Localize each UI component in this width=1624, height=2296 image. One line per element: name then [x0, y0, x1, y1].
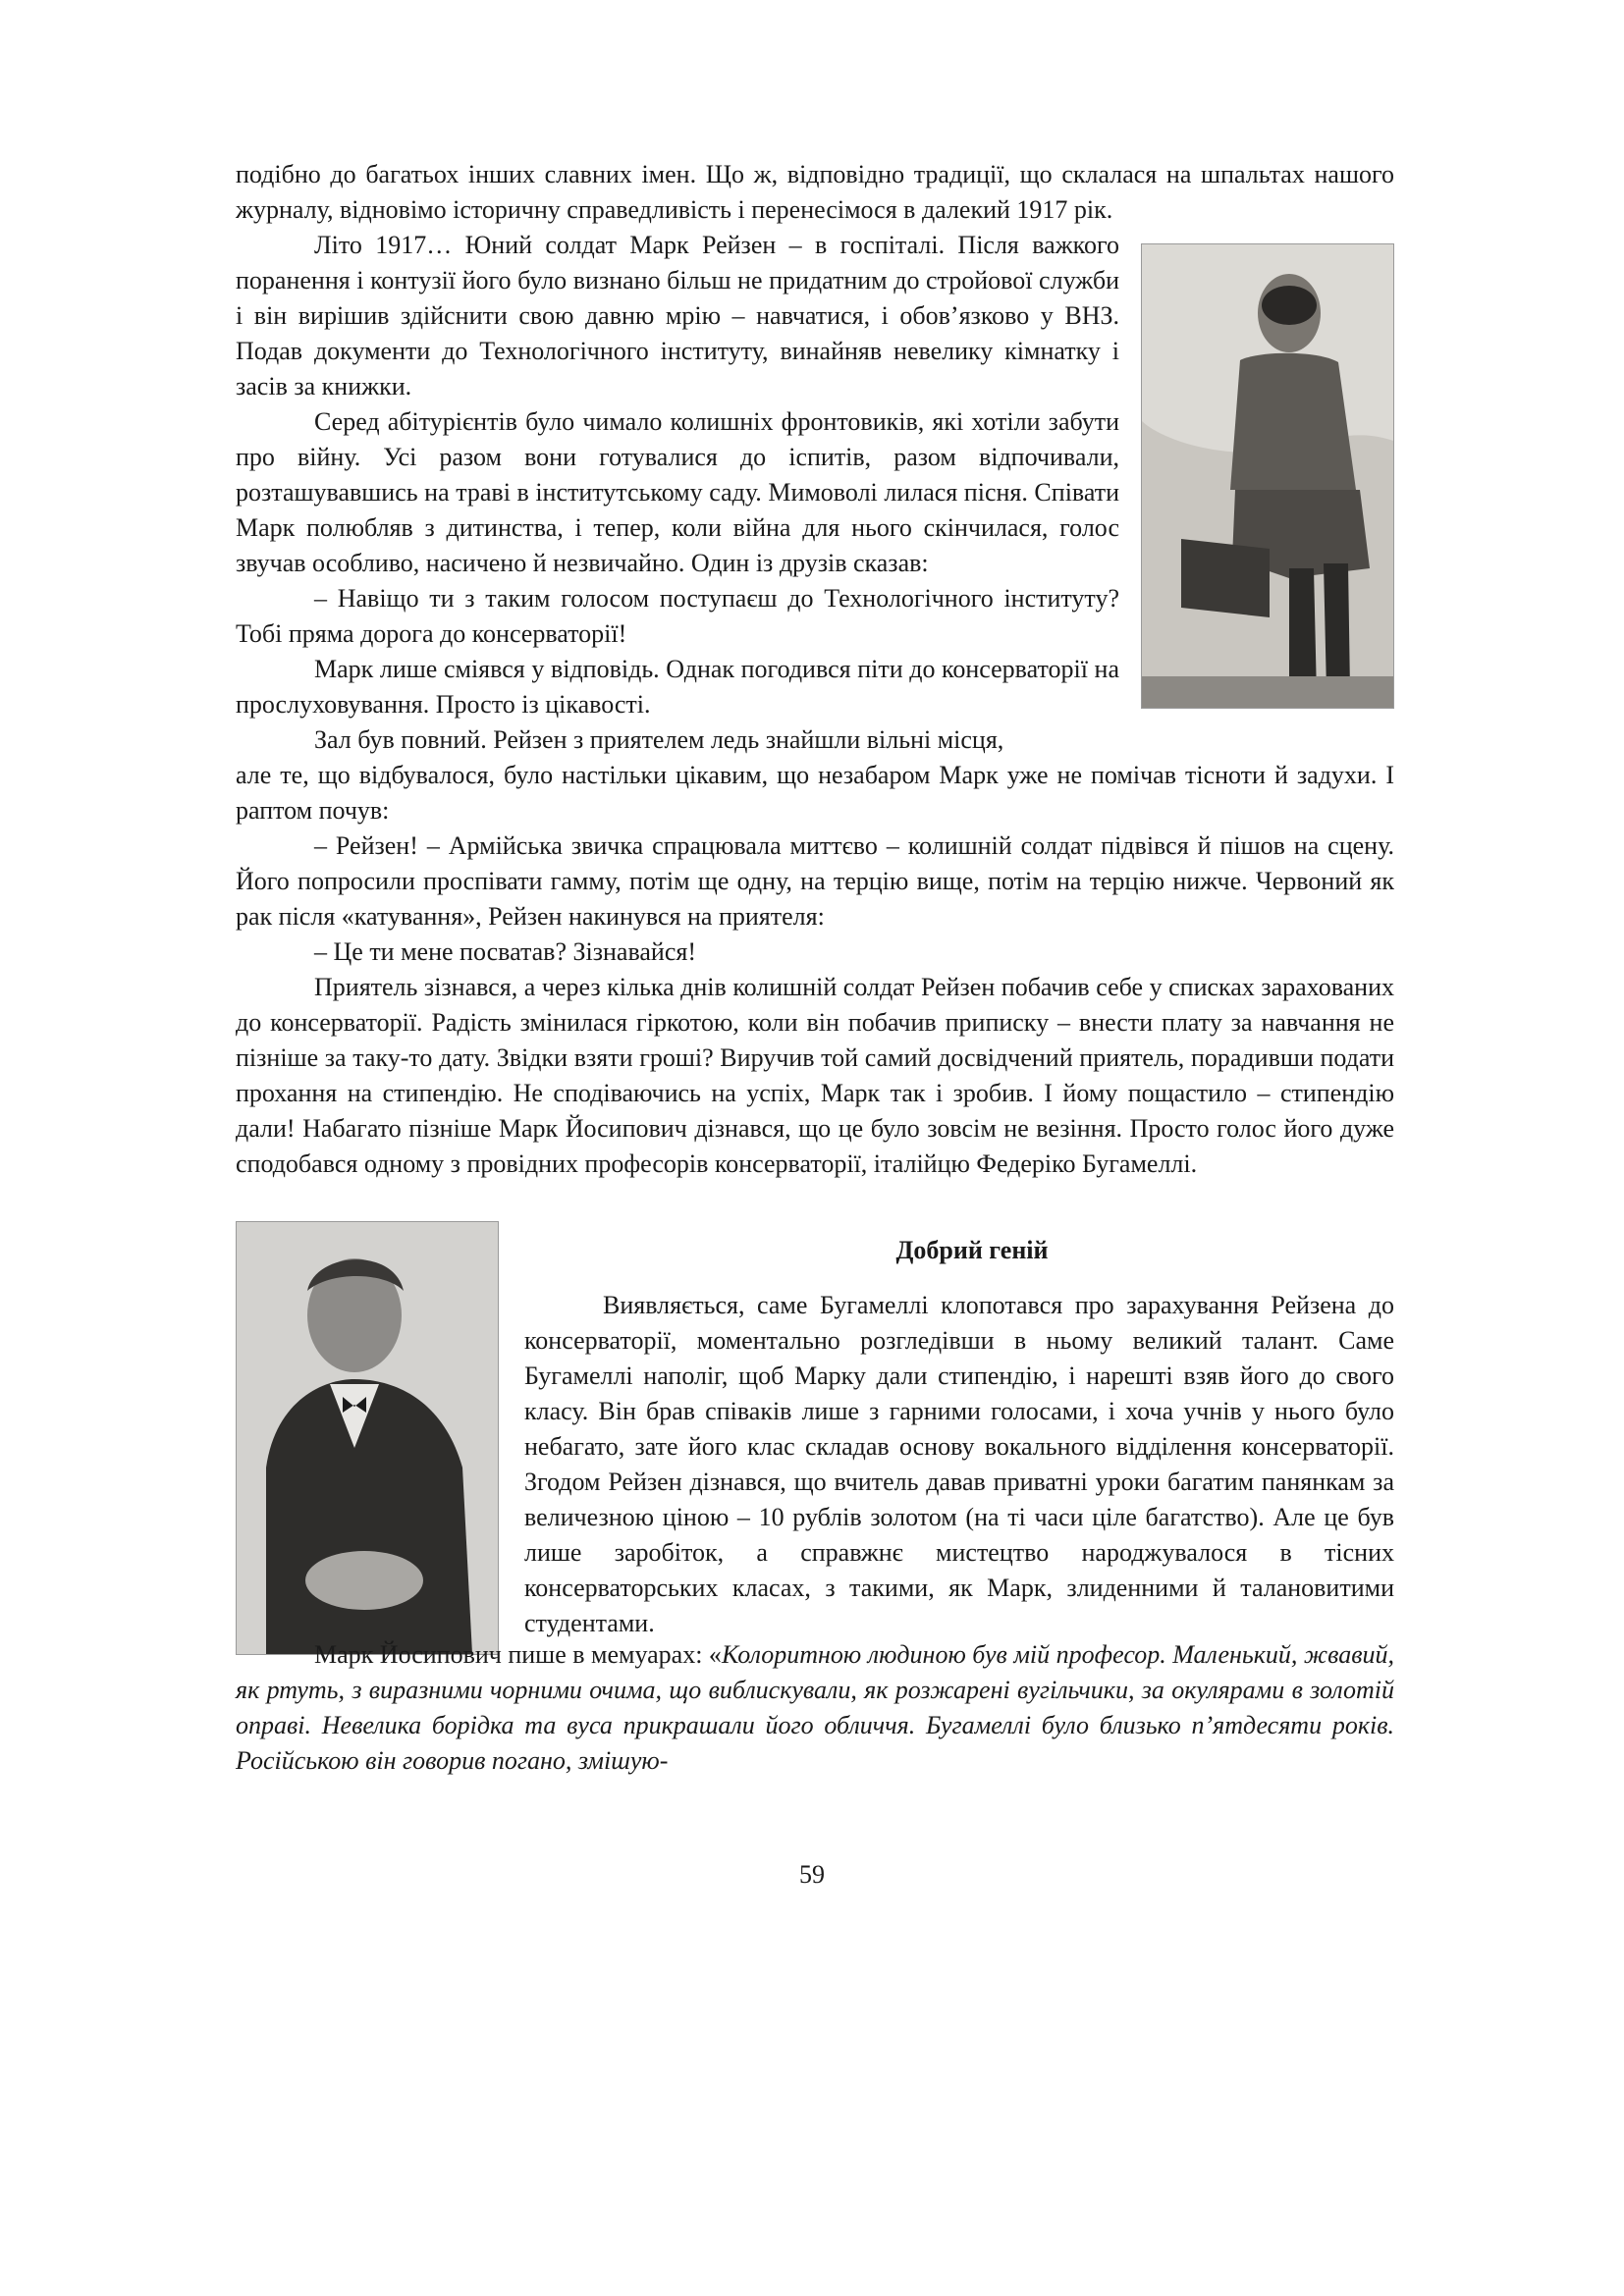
paragraph: Марк лише сміявся у відповідь. Однак погодився піти до консерваторії на прослуховування. Просто із цікавості. [236, 655, 1119, 719]
text-block-beside-soldier-photo [236, 228, 1119, 758]
paragraph: Виявляється, саме Бугамеллі клопотався про зарахування Рейзена до консерваторії, моментально розгледівши в ньому великий талант. Саме Бугамеллі наполіг, щоб Марку дали стипендію, і нарешті взяв його до свого класу. Він брав співаків лише з гарними голосами, і хоча учнів у нього було небагато, зате його клас складав основу вокального відділення консерваторії. Згодом Рейзен дізнався, що вчитель давав приватні уроки багатим панянкам за величезною ціною – 10 рублів золотом (на ті часи ціле багатство). Але це був лише заробіток, а справжнє мистецтво народжувалося в тісних консерваторських класах, з такими, як Марк, злиденними й талановитими студентами. [524, 1291, 1394, 1637]
paragraph: Приятель зізнався, а через кілька днів колишній солдат Рейзен побачив себе у списках зарахованих до консерваторії. Радість змінилася гіркотою, коли він побачив приписку – внести плату за навчання не пізніше за таку-то дату. Звідки взяти гроші? Виручив той самий досвідчений приятель, порадивши подати прохання на стипендію. Не сподіваючись на успіх, Марк так і зробив. І йому пощастило – стипендію дали! Набагато пізніше Марк Йосипович дізнався, що це було зовсім не везіння. Просто голос його дуже сподобався одному з провідних професорів консерваторії, італійцю Федеріко Бугамеллі. [236, 973, 1394, 1178]
paragraph: Літо 1917… Юний солдат Марк Рейзен – в госпіталі. Після важкого поранення і контузії його було визнано більш не придатним до стройової служби і він вирішив здійснити свою давню мрію – навчатися, і обов’язково у ВНЗ. Подав документи до Технологічного інституту, винайняв невелику кімнатку і засів за книжки. [236, 231, 1119, 400]
paragraph: – Це ти мене посватав? Зізнавайся! [314, 937, 696, 966]
memoir-quote: Колоритною людиною був мій професор. Маленький, жвавий, як ртуть, з виразними чорними очима, що виблискували, як розжарені вугільчики, за окулярами в золотій оправі. Невелика борідка та вуса прикрашали його обличчя. Бугамеллі було близько п’ятдесяти років. Російською він говорив погано, змішую- [236, 1640, 1394, 1775]
paragraph: – Рейзен! – Армійська звичка спрацювала миттєво – колишній солдат підвівся й пішов на сцену. Його попросили проспівати гамму, потім ще одну, на терцію вище, потім на терцію нижче. Червоний як рак після «катування», Рейзен накинувся на приятеля: [236, 831, 1394, 931]
section-heading: Добрий геній [895, 1236, 1049, 1264]
page-number: 59 [799, 1860, 825, 1889]
text-block-memoir-quote [236, 1637, 1394, 1779]
text-block-beside-bugamelli-photo [524, 1288, 1394, 1641]
paragraph [236, 1637, 1394, 1779]
soldier-portrait-photo [1141, 243, 1394, 709]
paragraph: Зал був повний. Рейзен з приятелем ледь знайшли вільні місця, [314, 725, 1004, 754]
paragraph: але те, що відбувалося, було настільки цікавим, що незабаром Марк уже не помічав тісноти й задухи. І раптом почув: [236, 761, 1394, 825]
bugamelli-portrait-photo [236, 1221, 499, 1655]
soldier-figure-illustration [1142, 244, 1393, 708]
text-block-main [236, 758, 1394, 1182]
paragraph: подібно до багатьох інших славних імен. Що ж, відповідно традиції, що склалася на шпальтах нашого журналу, відновімо історичну справедливість і перенесімося в далекий 1917 рік. [236, 160, 1394, 224]
bugamelli-figure-illustration [237, 1222, 498, 1654]
paragraph: Серед абітурієнтів було чимало колишніх фронтовиків, які хотіли забути про війну. Усі разом вони готувалися до іспитів, разом відпочивали, розташувавшись на траві в інститутському саду. Мимоволі лилася пісня. Співати Марк полюбляв з дитинства, і тепер, коли війна для нього скінчилася, голос звучав особливо, насичено й незвичайно. Один із друзів сказав: [236, 407, 1119, 577]
text-block-intro [236, 157, 1394, 228]
paragraph: – Навіщо ти з таким голосом поступаєш до Технологічного інституту? Тобі пряма дорога до консерваторії! [236, 584, 1119, 648]
quote-lead: Марк Йосипович пише в мемуарах: « [314, 1640, 722, 1669]
